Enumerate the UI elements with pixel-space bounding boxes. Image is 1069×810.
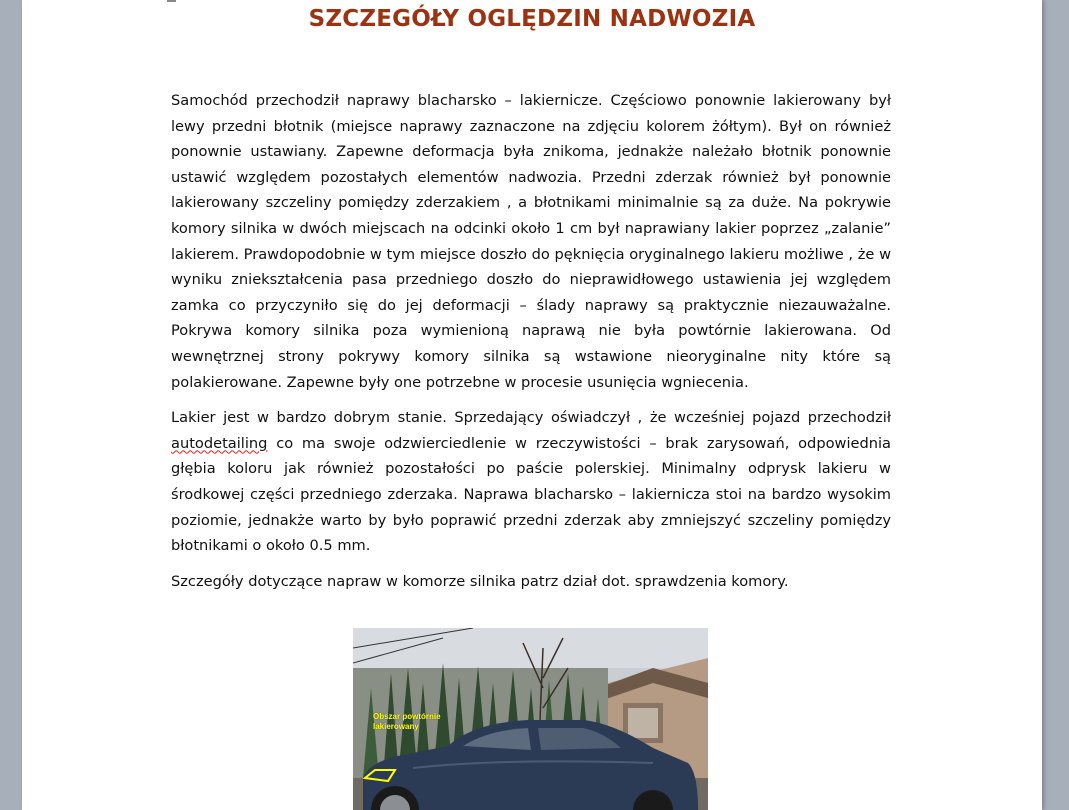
photo-annotation-label — [373, 712, 441, 732]
photo-annotation-line-2: lakierowany — [373, 722, 419, 731]
document-title[interactable]: SZCZEGÓŁY OGLĘDZIN NADWOZIA — [308, 6, 756, 32]
document-page[interactable] — [22, 0, 1042, 810]
photo-annotation-line-1: Obszar powtórnie — [373, 712, 441, 721]
margin-corner-mark — [167, 0, 176, 2]
paragraph-paint-condition[interactable] — [171, 405, 891, 559]
misspelled-word[interactable]: autodetailing — [171, 434, 268, 452]
document-body[interactable] — [171, 88, 891, 604]
car-photo[interactable] — [353, 628, 708, 810]
paragraph-engine-reference[interactable]: Szczegóły dotyczące napraw w komorze silnika patrz dział dot. sprawdzenia komory. — [171, 572, 789, 590]
paragraph-2-text-end: co ma swoje odzwierciedlenie w rzeczywistości – brak zarysowań, odpowiednia głębia koloru jak również pozostałości po paście polerskiej. Minimalny odprysk lakieru w środkowej części przedniego zderzaka. Naprawa blacharsko – lakiernicza stoi na bardzo wysokim poziomie, jednakże warto by było poprawić przedni zderzak aby zmniejszyć szczeliny pomiędzy błotnikami o około 0.5 mm. — [171, 434, 891, 555]
paragraph-2-text-start: Lakier jest w bardzo dobrym stanie. Sprzedający oświadczył , że wcześniej pojazd przechodził — [171, 409, 891, 427]
paragraph-body-inspection[interactable]: Samochód przechodził naprawy blacharsko – lakiernicze. Częściowo ponownie lakierowany był lewy przedni błotnik (miejsce naprawy zaznaczone na zdjęciu kolorem żółtym). Był on również ponownie ustawiany. Zapewne deformacja była znikoma, jednakże należało błotnik ponownie ustawić względem pozostałych elementów nadwozia. Przedni zderzak również był ponownie lakierowany szczeliny pomiędzy zderzakiem , a błotnikami minimalnie są za duże. Na pokrywie komory silnika w dwóch miejscach na odcinki około 1 cm był naprawiany lakier poprzez „zalanie” lakierem. Prawdopodobnie w tym miejsce doszło do pęknięcia oryginalnego lakieru możliwe , że w wyniku zniekształcenia pasa przedniego doszło do nieprawidłowego ustawienia jej względem zamka co przyczyniło się do jej deformacji – ślady naprawy są praktycznie niezauważalne. Pokrywa komory silnika poza wymienioną naprawą nie była powtórnie lakierowana. Od wewnętrznej strony pokrywy komory silnika są wstawione nieoryginalne nity które są polakierowane. Zapewne były one potrzebne w procesie usunięcia wgniecenia. — [171, 92, 891, 391]
